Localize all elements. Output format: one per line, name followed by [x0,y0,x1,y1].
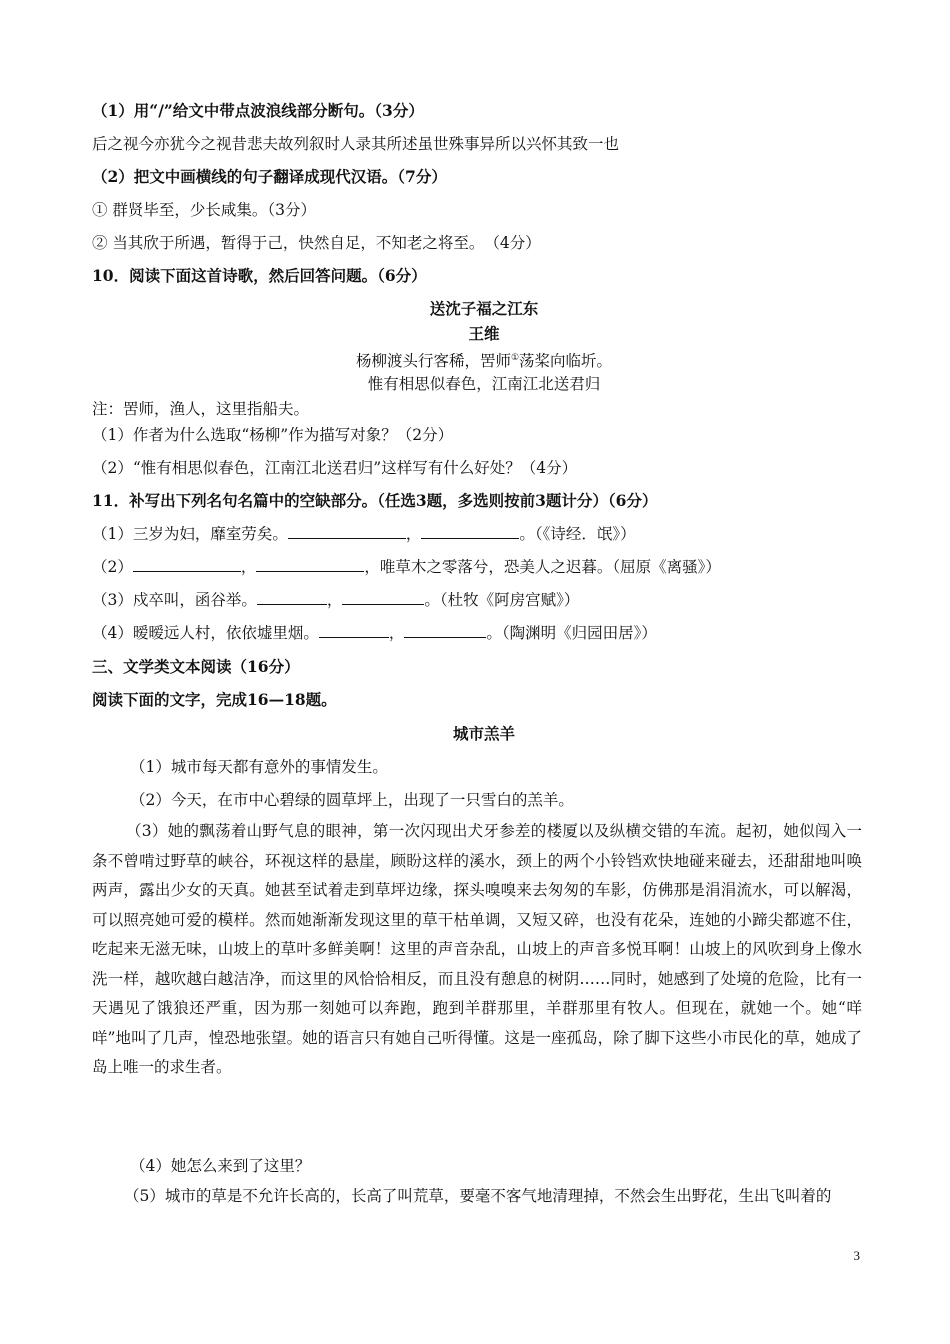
poem-line-1-part-a: 杨柳渡头行客稀，罟师 [355,352,511,371]
q11-item-2-text-a: （2） [92,558,133,576]
q11-item-4-text-b: 。（陶渊明《归园田居》） [486,624,657,642]
comma: ， [326,591,343,609]
q9-sub2-item1: ① 群贤毕至，少长咸集。（3分） [92,201,317,219]
q11-item-1 [92,523,870,545]
blank-line[interactable] [421,524,519,539]
poem-author: 王维 [468,324,500,343]
q11-item-2-text-b: ，唯草木之零落兮，恐美人之迟暮。（屈原《离骚》） [364,558,721,576]
q11-item-3 [92,589,870,611]
q11-item-3-text-a: （3）戍卒叫，函谷举。 [92,591,257,609]
q9-sub2-item2: ② 当其欣于所遇，暂得于己，快然自足，不知老之将至。 （4分） [92,234,541,252]
q11-item-1-text-b: 。（《诗经．氓》） [519,525,636,543]
footnote-marker: ① [510,353,520,363]
q11-item-1-text-a: （1）三岁为妇，靡室劳矣。 [92,525,288,543]
blank-line[interactable] [342,590,424,605]
poem-note: 注：罟师，渔人，这里指船夫。 [92,400,310,418]
story-paragraph-1: （1）城市每天都有意外的事情发生。 [130,758,388,776]
story-paragraph-5: （5）城市的草是不允许长高的，长高了叫荒草，要毫不客气地清理掉，不然会生出野花，生出飞叫着的 [124,1187,832,1205]
blank-line[interactable] [133,557,241,572]
comma: ， [405,525,422,543]
poem-line-2: 惟有相思似春色，江南江北送君归 [367,375,601,393]
blank-line[interactable] [404,623,486,638]
q10-sub1: （1）作者为什么选取“杨柳”作为描写对象？（2分） [92,426,454,444]
q9-sub1-text: 后之视今亦犹今之视昔悲夫故列叙时人录其所述虽世殊事异所以兴怀其致一也 [92,135,620,153]
story-paragraph-3: （3）她的飘荡着山野气息的眼神，第一次闪现出犬牙参差的楼厦以及纵横交错的车流。起初，她似闯入一条不曾啃过野草的峡谷，环视这样的悬崖，顾盼这样的溪水，颈上的两个小铃铛欢快地碰来碰去，还甜甜地叫唤两声，露出少女的天真。她甚至试着走到草坪边缘，探头嗅嗅来去匆匆的车影，仿佛那是涓涓流水，可以解渴，可以照亮她可爱的模样。然而她渐渐发现这里的草干枯单调，又短又碎，也没有花朵，连她的小蹄尖都遮不住，吃起来无滋无味，山坡上的草叶多鲜美啊！这里的声音杂乱，山坡上的声音多悦耳啊！山坡上的风吹到身上像水洗一样，越吹越白越洁净，而这里的风恰恰相反，而且没有憩息的树阴……同时，她感到了处境的危险，比有一天遇见了饿狼还严重，因为那一刻她可以奔跑，跑到羊群那里，羊群那里有牧人。但现在，就她一个。她“咩咩”地叫了几声，惶恐地张望。她的语言只有她自己听得懂。这是一座孤岛，除了脚下这些小市民化的草，她成了岛上唯一的求生者。 [92,822,862,1076]
q9-sub1-label: （1）用“/”给文中带点波浪线部分断句。（3分） [92,101,424,120]
q11-item-4 [92,622,870,644]
q10-sub2: （2）“惟有相思似春色，江南江北送君归”这样写有什么好处？（4分） [92,459,578,477]
q11-heading: 11．补写出下列名句名篇中的空缺部分。（任选3题，多选则按前3题计分）（6分） [92,491,658,510]
blank-line[interactable] [288,524,406,539]
comma: ， [240,558,257,576]
page-number: 3 [853,1248,860,1263]
comma: ， [388,624,405,642]
section3-heading: 三、文学类文本阅读（16分） [92,657,300,676]
story-paragraph-4: （4）她怎么来到了这里？ [130,1157,311,1175]
q11-item-4-text-a: （4）暧暧远人村，依依墟里烟。 [92,624,319,642]
q11-item-3-text-b: 。（杜牧《阿房宫赋》） [424,591,580,609]
poem-line-1 [18,347,950,372]
poem-line-1-part-b: 荡桨向临圻。 [519,352,613,371]
poem-title: 送沈子福之江东 [429,299,539,318]
blank-line[interactable] [257,590,327,605]
q10-heading: 10．阅读下面这首诗歌，然后回答问题。（6分） [92,266,427,285]
story-paragraph-2: （2）今天，在市中心碧绿的圆草坪上，出现了一只雪白的羔羊。 [130,791,574,809]
blank-line[interactable] [256,557,364,572]
blank-line[interactable] [319,623,389,638]
story-title: 城市羔羊 [452,724,515,743]
q9-sub2-label: （2）把文中画横线的句子翻译成现代汉语。（7分） [92,167,447,186]
section3-instruction: 阅读下面的文字，完成16—18题。 [92,690,337,709]
q11-item-2 [92,556,870,578]
